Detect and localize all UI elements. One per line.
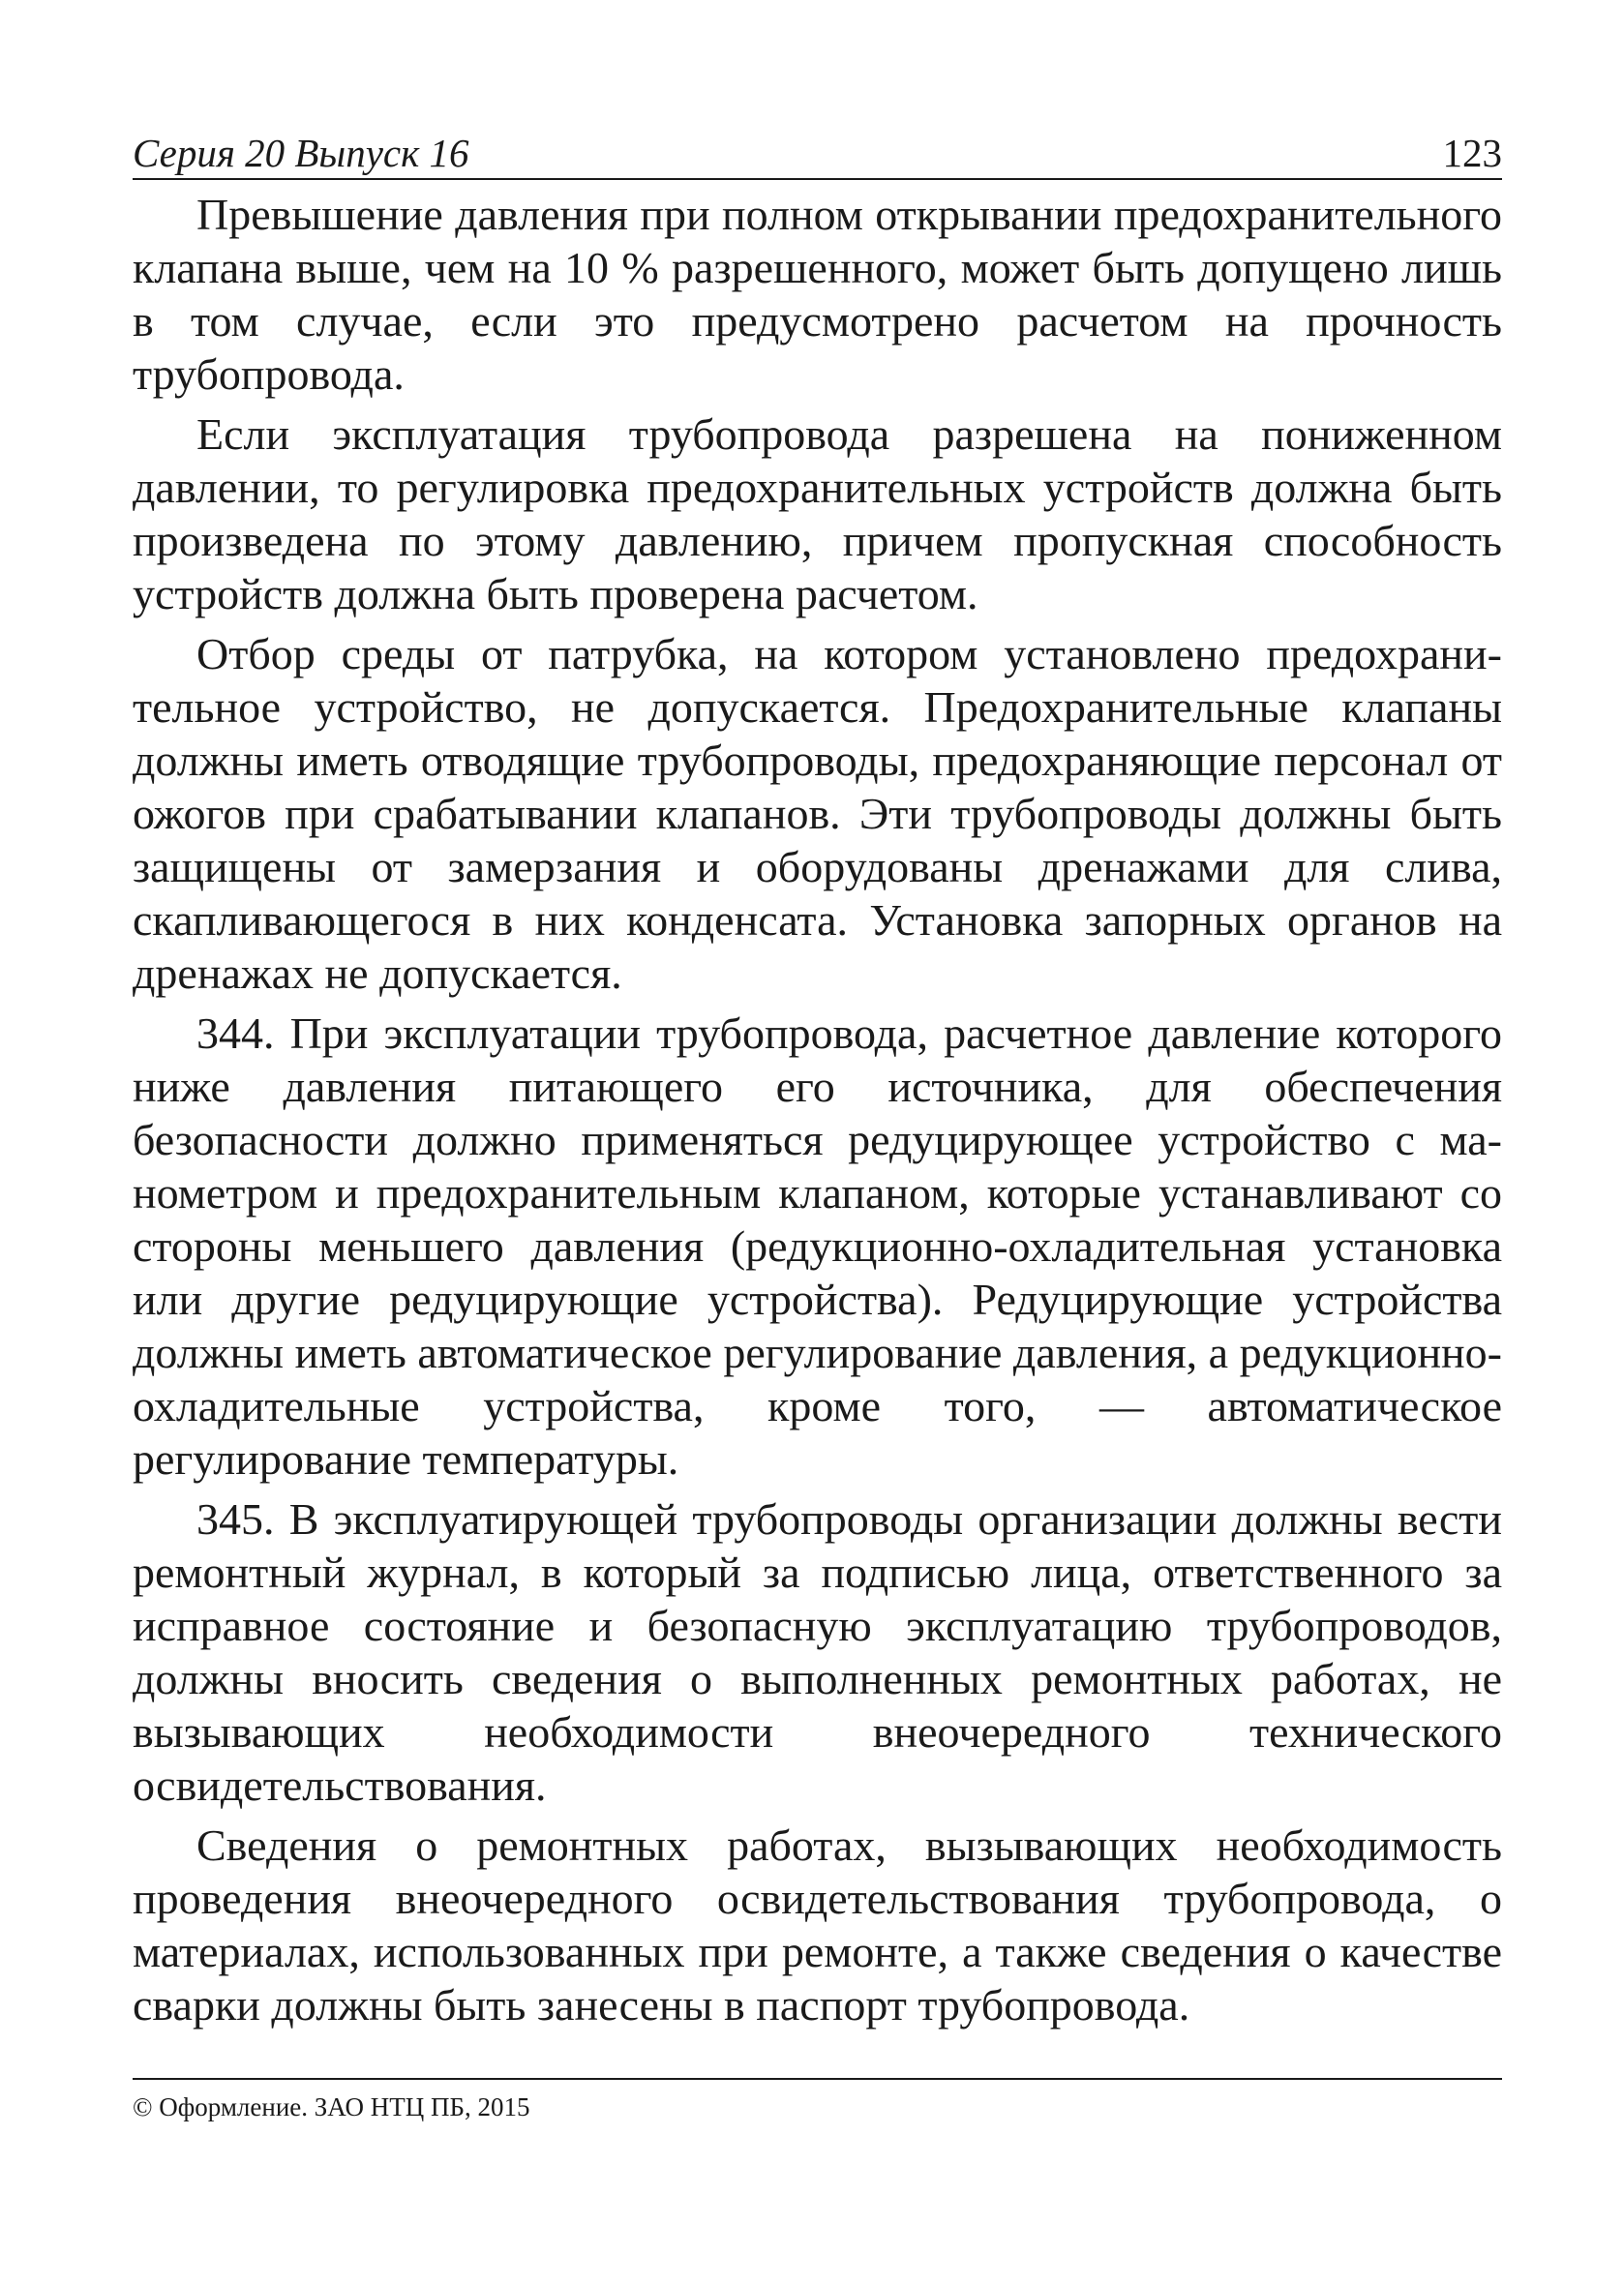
paragraph-pressure-excess: Превышение давления при полном открывании предохранительного клапана выше, чем на 10 % разрешенного, может быть допущено лишь в том случае, если это предусмотрено расчетом на прочность трубопровода.: [133, 190, 1502, 399]
paragraph-repair-records: Сведения о ремонтных работах, вызывающих необходимость проведения внеочередного освидетельствования трубопровода, о материалах, использованных при ремонте, а также сведения о качестве сварки должны быть занесены в паспорт трубопровода.: [133, 1820, 1502, 2030]
paragraph-345: 345. В эксплуатирующей трубопроводы организации должны вести ремонтный журнал, в который за подписью лица, ответственного за исправное состояние и безопасную эксплуатацию трубопроводов, должны вносить сведения о выполненных ремонтных работах, не вызывающих необходимости внеочередного технического освидетельствования.: [133, 1494, 1502, 1810]
page-number: 123: [1442, 131, 1502, 175]
body-text: [133, 188, 1502, 2031]
copyright-notice: © Оформление. ЗАО НТЦ ПБ, 2015: [133, 2092, 530, 2121]
series-title: Серия 20 Выпуск 16: [133, 131, 469, 175]
running-header: [133, 124, 1502, 180]
page-footer: [133, 2078, 1502, 2122]
paragraph-medium-sampling: Отбор среды от патрубка, на котором установлено предохранительное устройство, не допускается. Предохранительные клапаны должны иметь отводящие трубопроводы, предохраняющие персонал от ожогов при срабатывании клапанов. Эти трубопроводы должны быть защищены от замерзания и оборудованы дренажами для слива, скапливающегося в них конденсата. Установка запорных органов на дренажах не допускается.: [133, 629, 1502, 998]
paragraph-344: 344. При эксплуатации трубопровода, расчетное давление которого ниже давления питающего его источника, для обеспечения безопасности должно применяться редуцирующее устройство с манометром и предохранительным клапаном, которые устанавливают со стороны меньшего давления (редукционно-охладительная установка или другие редуцирующие устройства). Редуцирующие устройства должны иметь автоматическое регулирование давления, а редукционно-охладительные устройства, кроме того, — автоматическое регулирование температуры.: [133, 1008, 1502, 1484]
document-page: [133, 124, 1502, 2031]
paragraph-reduced-pressure: Если эксплуатация трубопровода разрешена на пониженном давлении, то регулировка предохранительных устройств должна быть произведена по этому давлению, причем пропускная способность устройств должна быть проверена расчетом.: [133, 409, 1502, 618]
